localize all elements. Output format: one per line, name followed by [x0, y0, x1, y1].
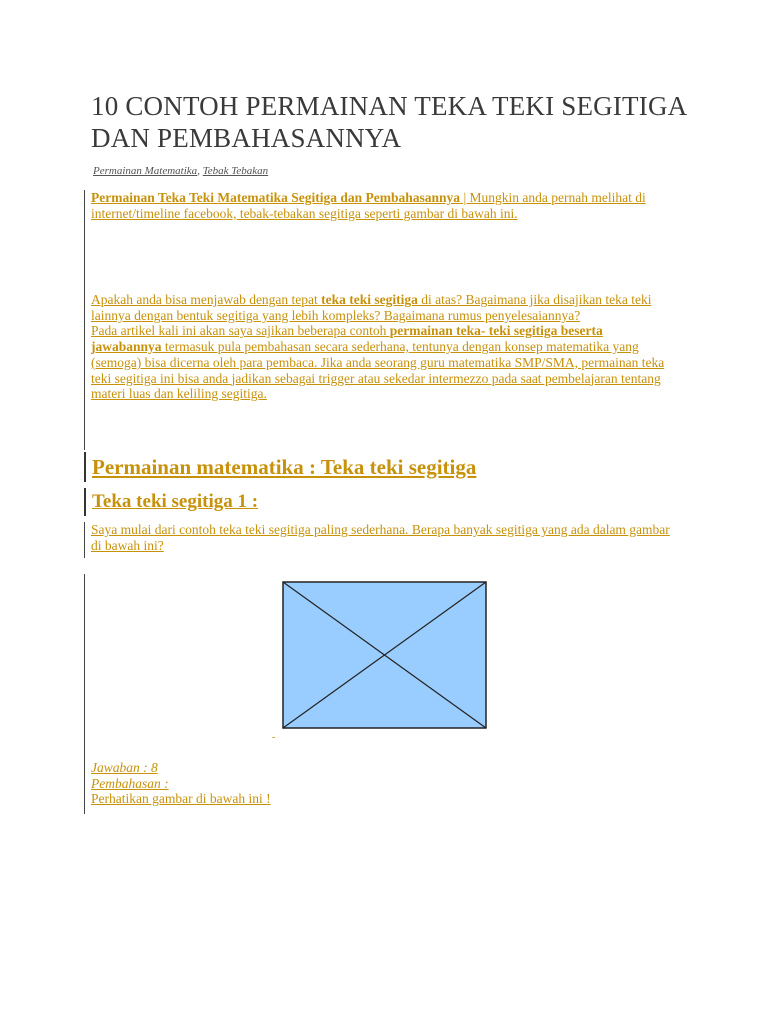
article-paragraph[interactable]: [91, 323, 676, 402]
puzzle1-question: [84, 522, 671, 558]
teka-teki-bold[interactable]: teka teki segitiga: [321, 292, 418, 307]
page-title: 10 CONTOH PERMAINAN TEKA TEKI SEGITIGA DAN PEMBAHASANNYA: [91, 91, 686, 153]
intro-paragraph[interactable]: [91, 190, 681, 221]
puzzle-heading[interactable]: Teka teki segitiga 1 :: [92, 491, 259, 512]
category-link-tebak[interactable]: Tebak Tebakan: [202, 165, 269, 177]
article-text-b: termasuk pula pembahasan secara sederhana, tentunya dengan konsep matematika yang (semoga) bisa dicerna oleh para pembaca. Jika anda seorang guru matematika SMP/SMA, permainan teka teki segitiga ini bisa anda jadikan sebagai trigger atau sekedar intermezzo pada saat pembelajaran tentang materi luas dan keliling segitiga.: [91, 339, 665, 402]
intro-bold-link[interactable]: Permainan Teka Teki Matematika Segitiga dan Pembahasannya: [91, 190, 461, 205]
section-heading[interactable]: Permainan matematika : Teka teki segitiga: [92, 455, 477, 479]
triangle-puzzle-figure: [282, 581, 487, 729]
category-separator: ,: [197, 165, 203, 177]
intro-section: [84, 190, 681, 450]
permainan-bold[interactable]: permainan teka- teki segitiga beserta jawabannya: [91, 323, 603, 355]
heading2-block: [84, 452, 476, 482]
discussion-label[interactable]: Pembahasan :: [91, 775, 169, 791]
look-text[interactable]: Perhatikan gambar di bawah ini !: [91, 791, 271, 807]
figure-caption-mark: -: [272, 732, 276, 743]
puzzle1-text[interactable]: Saya mulai dari contoh teka teki segitiga paling sederhana. Berapa banyak segitiga yang ada dalam gambar di bawah ini?: [91, 522, 670, 553]
question-text-a: Apakah anda bisa menjawab dengan tepat: [91, 292, 322, 307]
category-link-matematika[interactable]: Permainan Matematika: [93, 165, 198, 177]
heading3-block: [84, 488, 258, 516]
answer-label[interactable]: Jawaban : 8: [91, 760, 158, 775]
answer-block: [91, 760, 271, 807]
article-text-a: Pada artikel kali ini akan saya sajikan beberapa contoh: [91, 323, 390, 339]
question-text-b: di atas? Bagaimana jika disajikan teka teki lainnya dengan bentuk segitiga yang lebih kompleks? Bagaimana rumus penyelesaiannya?: [91, 292, 652, 323]
category-links: [93, 165, 268, 177]
figure-section: [84, 574, 691, 814]
intro-text: | Mungkin anda pernah melihat di internet/timeline facebook, tebak-tebakan segitiga seperti gambar di bawah ini.: [91, 190, 646, 221]
question-paragraph[interactable]: [91, 292, 676, 323]
